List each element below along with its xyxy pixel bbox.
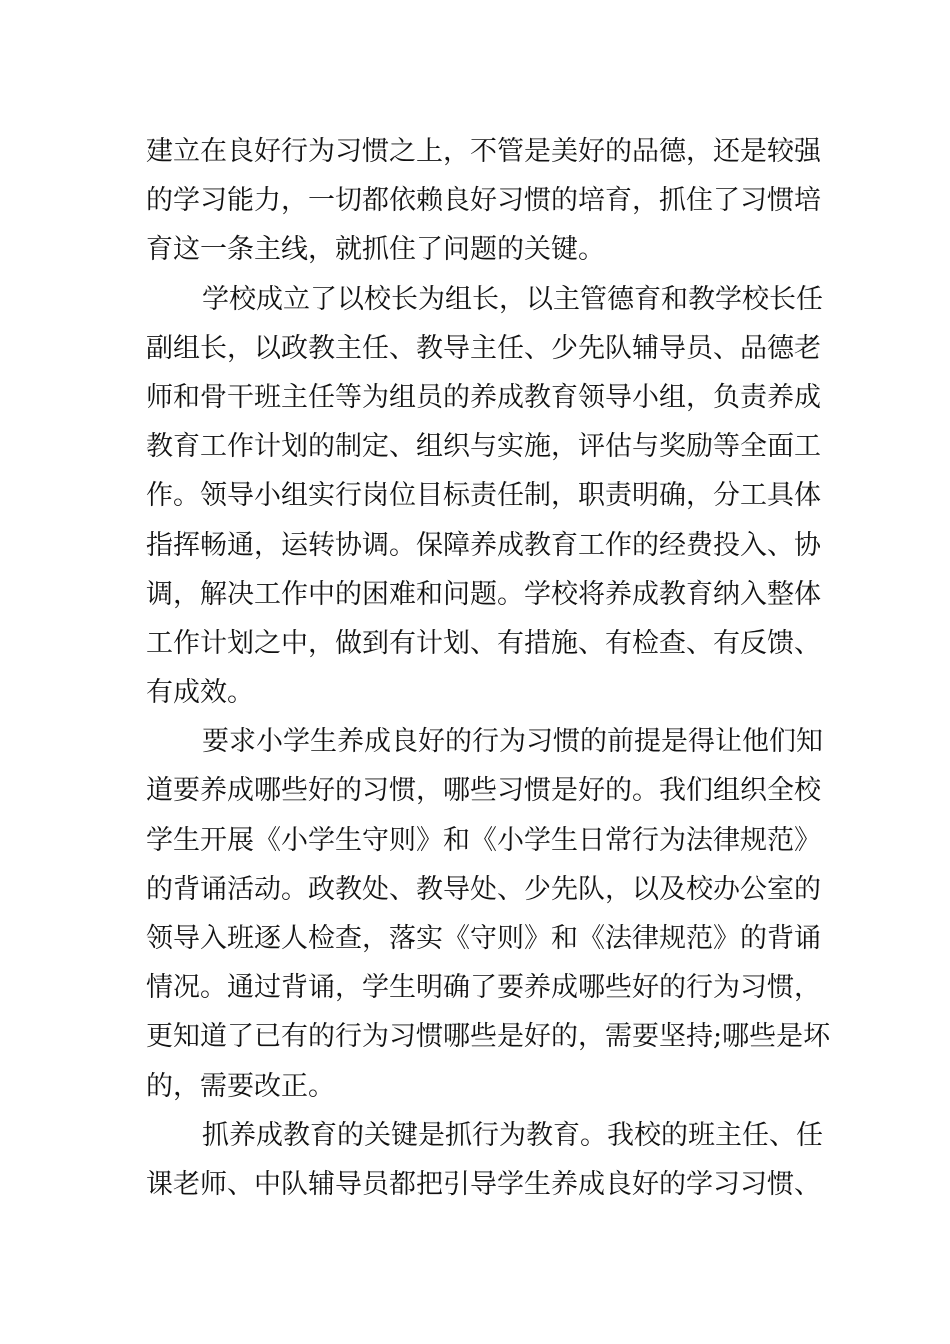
paragraph-3 — [146, 717, 831, 1111]
text-line: 领导入班逐人检查，落实《守则》和《法律规范》的背诵 — [146, 923, 821, 954]
text-line: 有成效。 — [146, 677, 254, 709]
text-line: 抓养成教育的关键是抓行为教育。我校的班主任、任 — [202, 1119, 823, 1151]
text-line: 师和骨干班主任等为组员的养成教育领导小组，负责养成 — [146, 381, 821, 413]
document-body — [146, 127, 831, 1209]
text-line: 道要养成哪些好的习惯，哪些习惯是好的。我们组织全校 — [146, 775, 821, 807]
paragraph-2 — [146, 275, 826, 718]
text-line: 工作计划之中，做到有计划、有措施、有检查、有反馈、 — [146, 627, 821, 659]
text-line: 教育工作计划的制定、组织与实施，评估与奖励等全面工 — [146, 431, 821, 463]
text-line: 建立在良好行为习惯之上，不管是美好的品德，还是较强 — [146, 136, 821, 167]
text-line: 育这一条主线，就抓住了问题的关键。 — [146, 234, 605, 266]
text-line: 副组长，以政教主任、教导主任、少先队辅导员、品德老 — [146, 332, 821, 364]
text-line: 指挥畅通，运转协调。保障养成教育工作的经费投入、协 — [146, 529, 821, 561]
text-line: 学校成立了以校长为组长，以主管德育和教学校长任 — [202, 283, 823, 315]
text-line: 学生开展《小学生守则》和《小学生日常行为法律规范》 — [146, 824, 821, 856]
text-line: 作。领导小组实行岗位目标责任制，职责明确，分工具体 — [146, 480, 821, 512]
text-line: 的，需要改正。 — [146, 1070, 335, 1102]
text-line: 的背诵活动。政教处、教导处、少先队，以及校办公室的 — [146, 873, 821, 905]
text-line: 的学习能力，一切都依赖良好习惯的培育，抓住了习惯培 — [146, 185, 821, 217]
text-line: 情况。通过背诵，学生明确了要养成哪些好的行为习惯， — [146, 972, 821, 1004]
paragraph-1 — [146, 127, 826, 275]
text-line: 课老师、中队辅导员都把引导学生养成良好的学习习惯、 — [146, 1168, 821, 1200]
text-line: 要求小学生养成良好的行为习惯的前提是得让他们知 — [202, 726, 823, 758]
text-line: 调，解决工作中的困难和问题。学校将养成教育纳入整体 — [146, 578, 821, 610]
paragraph-4 — [146, 1111, 826, 1209]
text-line: 更知道了已有的行为习惯哪些是好的，需要坚持;哪些是坏 — [146, 1021, 831, 1053]
